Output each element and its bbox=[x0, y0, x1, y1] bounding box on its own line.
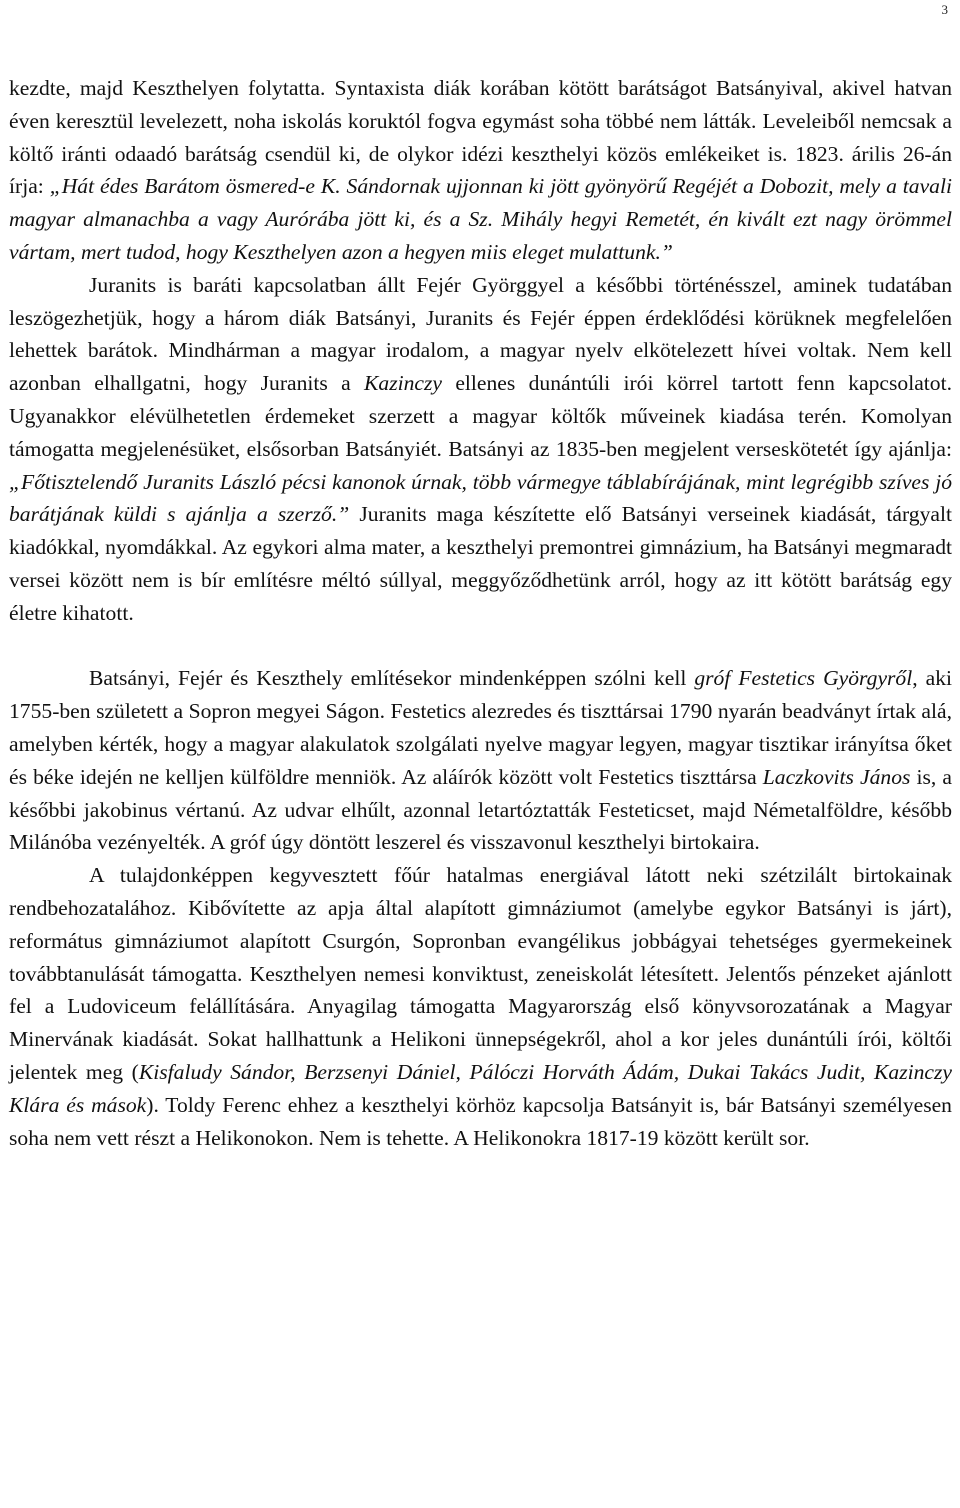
paragraph bbox=[9, 72, 952, 269]
page-number: 3 bbox=[941, 2, 948, 17]
name-italic: gróf Festetics Györgyről bbox=[694, 666, 913, 691]
text-run: Juranits is baráti kapcsolatban állt Fejér Györggyel a későbbi történésszel, aminek tudatában leszögezhetjük, hogy a három diák Batsányi, Juranits és Fejér éppen érdeklődési körüknek megfelelően lehettek barátok. Mindhárman a magyar irodalom, a magyar nyelv elkötelezett hívei voltak. Nem kell azonban elhallgatni, hogy Juranits a bbox=[9, 272, 952, 396]
text-run: kezdte, majd Keszthelyen folytatta. Syntaxista diák korában kötött barátságot Batsányival, akivel hatvan éven keresztül levelezett, noha iskolás koruktól fogva egymást soha többé nem látták. Leveleiből nemcsak a költő iránti odaadó barátság csendül ki, de olykor idézi keszthelyi közös emlékeiket is. 1823. árilis 26-án írja: bbox=[9, 76, 952, 199]
text-run: ellenes dunántúli irói körrel tartott fenn kapcsolatot. Ugyanakkor elévülhetetlen érdemeket szerzett a magyar költők műveinek kiadása terén. Komolyan támogatta megjelenésüket, elsősorban Batsányiét. Batsányi az 1835-ben megjelent verseskötetét így ajánlja: bbox=[9, 371, 952, 461]
dedication-italic: „Főtisztelendő Juranits László pécsi kanonok úrnak, több vármegye táblabírájának, mint legrégibb szíves jó barátjának küldi s ajánlja a szerző.” bbox=[9, 469, 952, 527]
text-run: ). Toldy Ferenc ehhez a keszthelyi körhöz kapcsolja Batsányit is, bár Batsányi személyesen soha nem vett részt a Helikonokon. Nem is tehette. A Helikonokra 1817-19 között került sor. bbox=[9, 1092, 952, 1150]
name-italic: Kazinczy bbox=[364, 371, 443, 396]
text-run: Juranits maga készítette elő Batsányi verseinek kiadását, tárgyalt kiadókkal, nyomdákkal. Az egykori alma mater, a keszthelyi premontrei gimnázium, ha Batsányi megmaradt versei között nem is bír említésre méltó súllyal, meggyőződhetünk arról, hogy az itt kötött barátság egy életre kihatott. bbox=[9, 502, 952, 625]
paragraph bbox=[9, 269, 952, 630]
paragraph bbox=[9, 859, 952, 1154]
text-run: , aki 1755-ben született a Sopron megyei Ságon. Festetics alezredes és tiszttársai 1790 nyarán beadványt írtak alá, amelyben kérték, hogy a magyar alakulatok szolgálati nyelve magyar legyen, magyar tisztikar irányítsa őket és béke idején ne kelljen külföldre menniök. Az aláírók között volt Festetics tiszttársa bbox=[9, 666, 952, 789]
paragraph bbox=[9, 662, 952, 859]
text-run: is, a későbbi jakobinus vértanú. Az udvar elhűlt, azonnal letartóztatták Festeticset, majd Németalföldre, később Milánóba vezényelték. A gróf úgy döntött leszerel és visszavonul keszthelyi birtokaira. bbox=[9, 764, 952, 855]
names-italic: Kisfaludy Sándor, Berzsenyi Dániel, Pálóczi Horváth Ádám, Dukai Takács Judit, Kazinczy Klára és mások bbox=[9, 1059, 952, 1117]
quotation-italic: „Hát édes Barátom ösmered-e K. Sándornak ujjonnan ki jött gyönyörű Regéjét a Dobozit, mely a tavali magyar almanachba a vagy Aurórába jött ki, és a Sz. Mihály hegyi Remetét, én kivált ezt nagy örömmel vártam, mert tudod, hogy Keszthelyen azon a hegyen miis eleget mulattunk.” bbox=[9, 174, 952, 264]
name-italic: Laczkovits János bbox=[762, 764, 911, 789]
document-body bbox=[9, 72, 952, 1154]
text-run: A tulajdonképpen kegyvesztett főúr hatalmas energiával látott neki szétzilált birtokainak rendbehozatalához. Kibővítette az apja által alapított gimnáziumot (amelybe egykor Batsányi is járt), református gimnáziumot alapított Csurgón, Sopronban evangélikus jobbágyai tehetséges gyermekeinek továbbtanulását támogatta. Keszthelyen nemesi konviktust, zeneiskolát létesített. Jelentős pénzeket ajánlott fel a Ludoviceum felállítására. Anyagilag támogatta Magyarország első könyvsorozatának a Magyar Minervának kiadását. Sokat hallhattunk a Helikoni ünnepségekről, ahol a kor jeles dunántúli írói, költői jelentek meg ( bbox=[9, 863, 952, 1084]
text-run: Batsányi, Fejér és Keszthely említésekor mindenképpen szólni kell bbox=[89, 666, 695, 691]
